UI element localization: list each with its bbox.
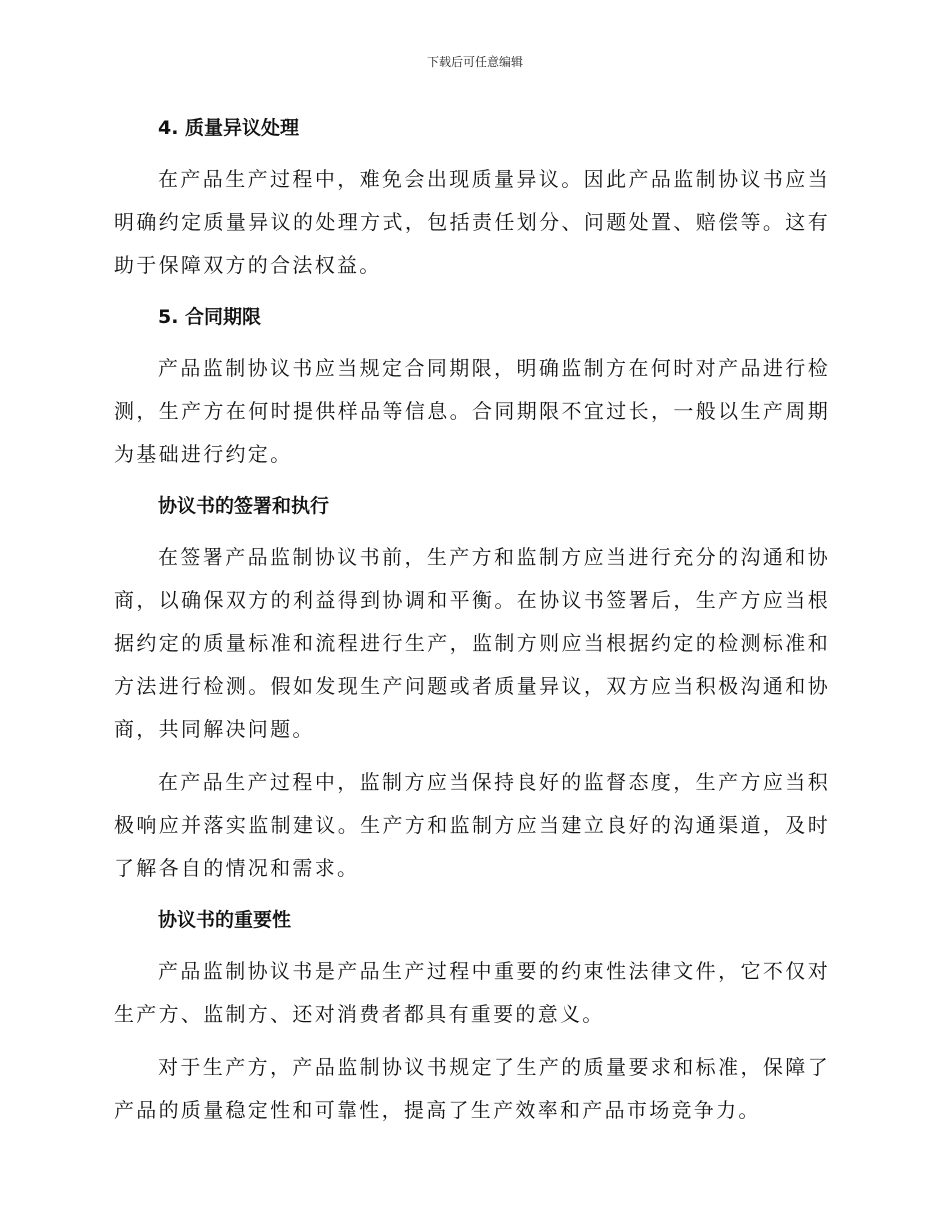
paragraph: 产品监制协议书是产品生产过程中重要的约束性法律文件，它不仅对生产方、监制方、还对消费者都具有重要的意义。 [114,959,830,1026]
section-quality-dispute [114,108,830,287]
section-heading: 协议书的重要性 [158,909,292,931]
paragraph: 对于生产方，产品监制协议书规定了生产的质量要求和标准，保障了产品的质量稳定性和可靠性，提高了生产效率和产品市场竞争力。 [114,1055,830,1122]
paragraph: 在产品生产过程中，难免会出现质量异议。因此产品监制协议书应当明确约定质量异议的处理方式，包括责任划分、问题处置、赔偿等。这有助于保障双方的合法权益。 [114,167,830,277]
section-contract-term [114,297,830,476]
section-heading: 5. 合同期限 [158,306,262,328]
paragraph: 在签署产品监制协议书前，生产方和监制方应当进行充分的沟通和协商，以确保双方的利益得到协调和平衡。在协议书签署后，生产方应当根据约定的质量标准和流程进行生产，监制方则应当根据约定的检测标准和方法进行检测。假如发现生产问题或者质量异议，双方应当积极沟通和协商，共同解决问题。 [114,545,830,741]
section-heading: 协议书的签署和执行 [158,495,330,517]
section-signing-execution [114,486,830,890]
page-header: 下载后可任意编辑 [426,55,523,69]
paragraph: 产品监制协议书应当规定合同期限，明确监制方在何时对产品进行检测，生产方在何时提供样品等信息。合同期限不宜过长，一般以生产周期为基础进行约定。 [114,356,830,466]
paragraph: 在产品生产过程中，监制方应当保持良好的监督态度，生产方应当积极响应并落实监制建议。生产方和监制方应当建立良好的沟通渠道，及时了解各自的情况和需求。 [114,770,830,880]
section-heading: 4. 质量异议处理 [158,117,300,139]
document-body [114,108,830,1142]
section-importance [114,900,830,1132]
